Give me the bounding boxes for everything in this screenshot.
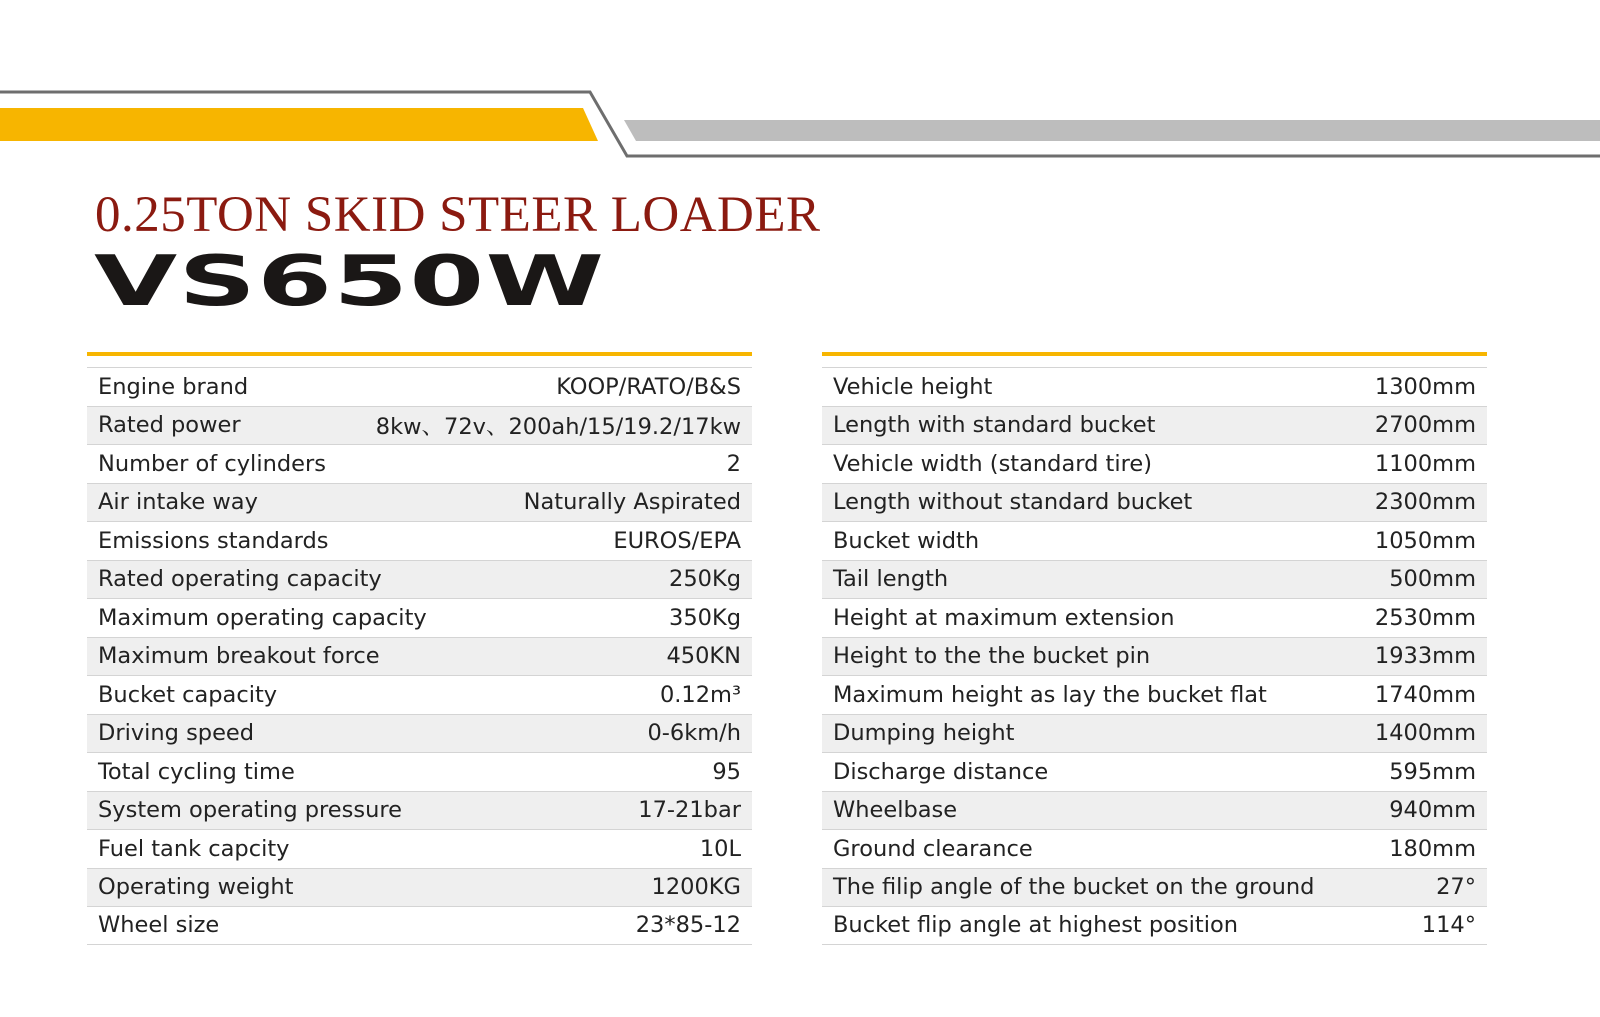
spec-label: Maximum operating capacity [98,604,427,631]
spec-value: 450KN [666,643,741,670]
spec-label: Bucket flip angle at highest position [833,912,1239,939]
spec-value: 2 [726,450,741,477]
product-model-title: VS650W [94,240,606,322]
spec-row [822,406,1487,445]
spec-row [87,560,752,599]
spec-value: 0-6km/h [647,720,741,747]
spec-row [87,752,752,791]
spec-row [822,521,1487,560]
table-top-rule [87,352,752,356]
spec-row [87,367,752,406]
spec-row [87,483,752,522]
spec-row [822,444,1487,483]
spec-value: 180mm [1389,835,1476,862]
spec-label: Fuel tank capcity [98,835,290,862]
spec-row [87,637,752,676]
spec-label: Height at maximum extension [833,604,1175,631]
spec-row [87,521,752,560]
spec-row [87,868,752,907]
spec-label: Wheel size [98,912,220,939]
spec-label: Rated power [98,412,241,439]
spec-label: Length with standard bucket [833,412,1156,439]
spec-rows [87,367,752,945]
spec-label: Emissions standards [98,527,329,554]
spec-row [822,868,1487,907]
spec-value: EUROS/EPA [613,527,741,554]
spec-label: Dumping height [833,720,1015,747]
spec-row [87,598,752,637]
header-yellow-bar [0,108,598,141]
spec-value: 350Kg [669,604,741,631]
spec-value: 2300mm [1374,489,1476,516]
spec-label: Vehicle height [833,373,993,400]
spec-row [822,637,1487,676]
spec-value: 940mm [1389,797,1476,824]
spec-value: 2700mm [1374,412,1476,439]
spec-value: 1200KG [651,874,741,901]
spec-row [822,598,1487,637]
spec-value: 250Kg [669,566,741,593]
spec-label: Number of cylinders [98,450,326,477]
spec-value: 8kw、72v、200ah/15/19.2/17kw [375,414,741,441]
header-gray-bar [624,120,1600,141]
table-top-rule [822,352,1487,356]
spec-value: 1050mm [1374,527,1476,554]
spec-row [87,714,752,753]
spec-label: Total cycling time [98,758,295,785]
spec-row [822,906,1487,945]
spec-value: 2530mm [1374,604,1476,631]
spec-label: Engine brand [98,373,249,400]
spec-label: Bucket width [833,527,980,554]
spec-value: 0.12m³ [659,681,741,708]
spec-value: 1933mm [1374,643,1476,670]
spec-label: Height to the the bucket pin [833,643,1151,670]
spec-label: Rated operating capacity [98,566,382,593]
spec-label: Maximum height as lay the bucket flat [833,681,1267,708]
spec-label: The filip angle of the bucket on the ground [833,874,1315,901]
spec-value: 17-21bar [638,797,741,824]
spec-value: Naturally Aspirated [523,489,741,516]
spec-row [822,752,1487,791]
spec-value: 1100mm [1374,450,1476,477]
spec-row [822,829,1487,868]
spec-row [822,483,1487,522]
spec-row [822,675,1487,714]
spec-label: Discharge distance [833,758,1049,785]
spec-value: 1300mm [1374,373,1476,400]
spec-row [87,829,752,868]
spec-rows [822,367,1487,945]
spec-row [87,906,752,945]
spec-label: Length without standard bucket [833,489,1193,516]
spec-value: 27° [1436,874,1476,901]
spec-label: Vehicle width (standard tire) [833,450,1152,477]
spec-row [87,675,752,714]
spec-label: Tail length [833,566,949,593]
spec-value: 1740mm [1374,681,1476,708]
spec-row [822,714,1487,753]
spec-value: 114° [1421,912,1476,939]
spec-label: Wheelbase [833,797,958,824]
spec-value: 1400mm [1374,720,1476,747]
spec-label: Maximum breakout force [98,643,380,670]
spec-row [87,444,752,483]
spec-value: 10L [699,835,741,862]
spec-label: Bucket capacity [98,681,278,708]
spec-value: 23*85-12 [635,912,741,939]
spec-row [87,791,752,830]
spec-label: System operating pressure [98,797,402,824]
spec-value: 500mm [1389,566,1476,593]
spec-row [822,791,1487,830]
spec-label: Air intake way [98,489,258,516]
spec-value: 95 [712,758,741,785]
spec-row [87,406,752,445]
spec-label: Driving speed [98,720,255,747]
spec-row [822,367,1487,406]
spec-value: KOOP/RATO/B&S [556,373,741,400]
product-subtitle: 0.25TON SKID STEER LOADER [95,187,821,243]
header-decoration [0,0,1600,170]
spec-label: Ground clearance [833,835,1033,862]
spec-table-right [822,352,1487,945]
spec-value: 595mm [1389,758,1476,785]
spec-label: Operating weight [98,874,294,901]
spec-row [822,560,1487,599]
spec-table-left [87,352,752,945]
